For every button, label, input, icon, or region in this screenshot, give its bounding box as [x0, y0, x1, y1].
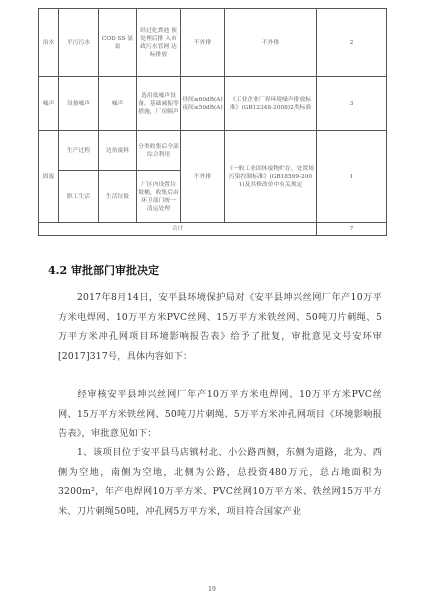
paragraph-approval-intro	[58, 288, 382, 366]
table-cell-category: 噪声	[39, 77, 59, 131]
table-cell-count: 3	[317, 77, 387, 131]
table-row	[39, 131, 387, 171]
paragraph-text: 1、该项目位于安平县马店镇村北、小公路西侧，东侧为道路，北为、西侧为空地，南侧为空地，北侧为公路，总投资480万元，总占地面积为3200m²，年产电焊网10万平方米、PVC丝网10万平方米、铁丝网15万平方米、刀片刺绳50吨，冲孔网5万平方米，项目符合国家产业	[58, 447, 382, 517]
table-cell-pollutant: 边角废料	[99, 131, 137, 171]
table-cell-pollutant: COD SS 氨氮	[99, 9, 137, 77]
table-cell-source: 设备噪声	[59, 77, 99, 131]
table-cell-count: 1	[317, 131, 387, 223]
table-cell-source: 平污污水	[59, 9, 99, 77]
table-cell-category: 治水	[39, 9, 59, 77]
table-cell-category: 固废	[39, 131, 59, 223]
table-cell-measure: 经过化粪池 预处理后排 入市政污水管网 达标排放	[137, 9, 181, 77]
table-total-label: 合计	[39, 223, 317, 236]
table-cell-pollutant: 生活垃圾	[99, 171, 137, 223]
table-total-value: 7	[317, 223, 387, 236]
paragraph-text: 经审核安平县坤兴丝网厂年产10万平方米电焊网、10万平方米PVC丝网、15万平方米铁丝网、50吨刀片刺绳、5万平方米冲孔网项目《环境影响报告表》，审批意见如下：	[58, 389, 382, 439]
table-total-row	[39, 223, 387, 236]
pollution-measures-table	[38, 8, 387, 236]
table-cell-remark: 《工业企业厂界环境噪声排放标准》(GB12348-2008)2类标准	[225, 77, 317, 131]
table-cell-standard: 不外排	[181, 131, 225, 223]
paragraph-review-opinion	[58, 385, 382, 444]
table-cell-pollutant: 噪声	[99, 77, 137, 131]
table-row	[39, 9, 387, 77]
table-cell-count: 2	[317, 9, 387, 77]
paragraph-item-1	[58, 443, 382, 521]
page-number: 19	[208, 586, 216, 593]
table-cell-measure: 选用低噪声设 备，基础减振等 措施，厂房隔声	[137, 77, 181, 131]
table-cell-measure: 分类收集后全部 综合利用	[137, 131, 181, 171]
section-heading: 4.2 审批部门审批决定	[48, 264, 159, 277]
table-row	[39, 77, 387, 131]
paragraph-text: 2017年8月14日，安平县环境保护局对《安平县坤兴丝网厂年产10万平方米电焊网、10万平方米PVC丝网、15万平方米铁丝网、50吨刀片刺绳、5万平方米冲孔网项目环境影响报告表》给予了批复，审批意见文号安环审[2017]317号，具体内容如下：	[58, 292, 382, 362]
table-cell-measure: 厂区内设置垃 圾桶，收集后由 环卫部门统一 清运处理	[137, 171, 181, 223]
table-cell-source: 生产过程	[59, 131, 99, 171]
table-cell-remark: 《一般工业固体废物贮存、处置场污染控制标准》(GB18599-2001)及其修改单中有关规定	[225, 131, 317, 223]
table-cell-standard: 不外排	[181, 9, 225, 77]
table-cell-remark: 不外排	[225, 9, 317, 77]
table-cell-source: 职工生活	[59, 171, 99, 223]
table-cell-standard: 昼间≤60dB(A) 夜间≤50dB(A)	[181, 77, 225, 131]
